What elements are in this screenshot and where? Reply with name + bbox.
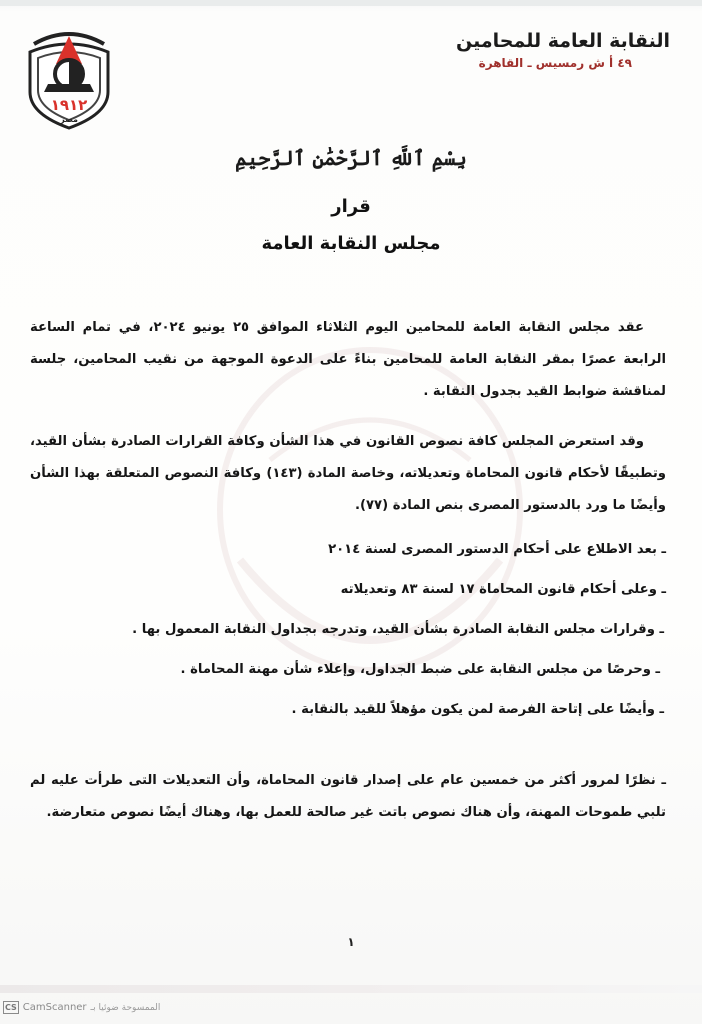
organization-header [456,30,670,70]
paragraph-review: وقد استعرض المجلس كافة نصوص القانون في هذا الشأن وكافة القرارات الصادرة بشأن القيد، وتطبيقًا لأحكام قانون المحاماة وتعديلاته، وخاصة المادة (١٤٣) وكافة النصوص المتعلقة بهذا الشأن وأيضًا ما ورد بالدستور المصرى بنص المادة (٧٧). [30,434,666,513]
recital-item: ـ وعلى أحكام قانون المحاماة ١٧ لسنة ٨٣ وتعديلاته [340,582,666,597]
camscanner-watermark [3,1001,160,1014]
recital-item: ـ وقرارات مجلس النقابة الصادرة بشأن القيد، وتدرجه بجداول النقابة المعمول بها . [132,622,664,637]
bar-association-logo-icon [16,22,122,130]
recital-item: ـ وأيضًا على إتاحة الفرصة لمن يكون مؤهلاً للقيد بالنقابة . [291,702,664,717]
paragraph-closing: ـ نظرًا لمرور أكثر من خمسين عام على إصدار قانون المحاماة، وأن التعديلات التى طرأت عليه لم تلبي طموحات المهنة، وأن هناك نصوص باتت غير صالحة للعمل بها، وهناك أيضًا نصوص متعارضة. [30,773,666,820]
camscanner-caption: الممسوحة ضوئيا بـ [90,1002,161,1013]
paragraph-meeting: عقد مجلس النقابة العامة للمحامين اليوم الثلاثاء الموافق ٢٥ يونيو ٢٠٢٤، في تمام الساعة الرابعة عصرًا بمقر النقابة العامة للمحامين بناءً على الدعوة الموجهة من نقيب المحامين، جلسة لمناقشة ضوابط القيد بجدول النقابة . [30,320,666,399]
camscanner-name: CamScanner [22,1002,87,1013]
page-number: ١ [347,935,355,949]
recital-item: ـ وحرصًا من مجلس النقابة على ضبط الجداول، وإعلاء شأن مهنة المحاماة . [180,662,660,677]
scan-artifact-band [0,985,702,993]
logo-year: ١٩١٢ [50,96,88,114]
organization-address: ٤٩ أ ش رمسيس ـ القاهرة [478,56,632,70]
recital-item: ـ بعد الاطلاع على أحكام الدستور المصرى لسنة ٢٠١٤ [328,542,666,557]
scan-edge [0,0,702,6]
logo-country: مصر [60,115,78,124]
document-subtitle: مجلس النقابة العامة [261,233,441,254]
basmala: بِسْمِ ٱللَّهِ ٱلرَّحْمَٰنِ ٱلرَّحِيمِ [235,146,467,170]
camscanner-logo-icon: CS [5,1003,17,1012]
document-title: قرار [331,196,371,217]
organization-name: النقابة العامة للمحامين [456,30,670,52]
recitals-list [30,535,666,735]
